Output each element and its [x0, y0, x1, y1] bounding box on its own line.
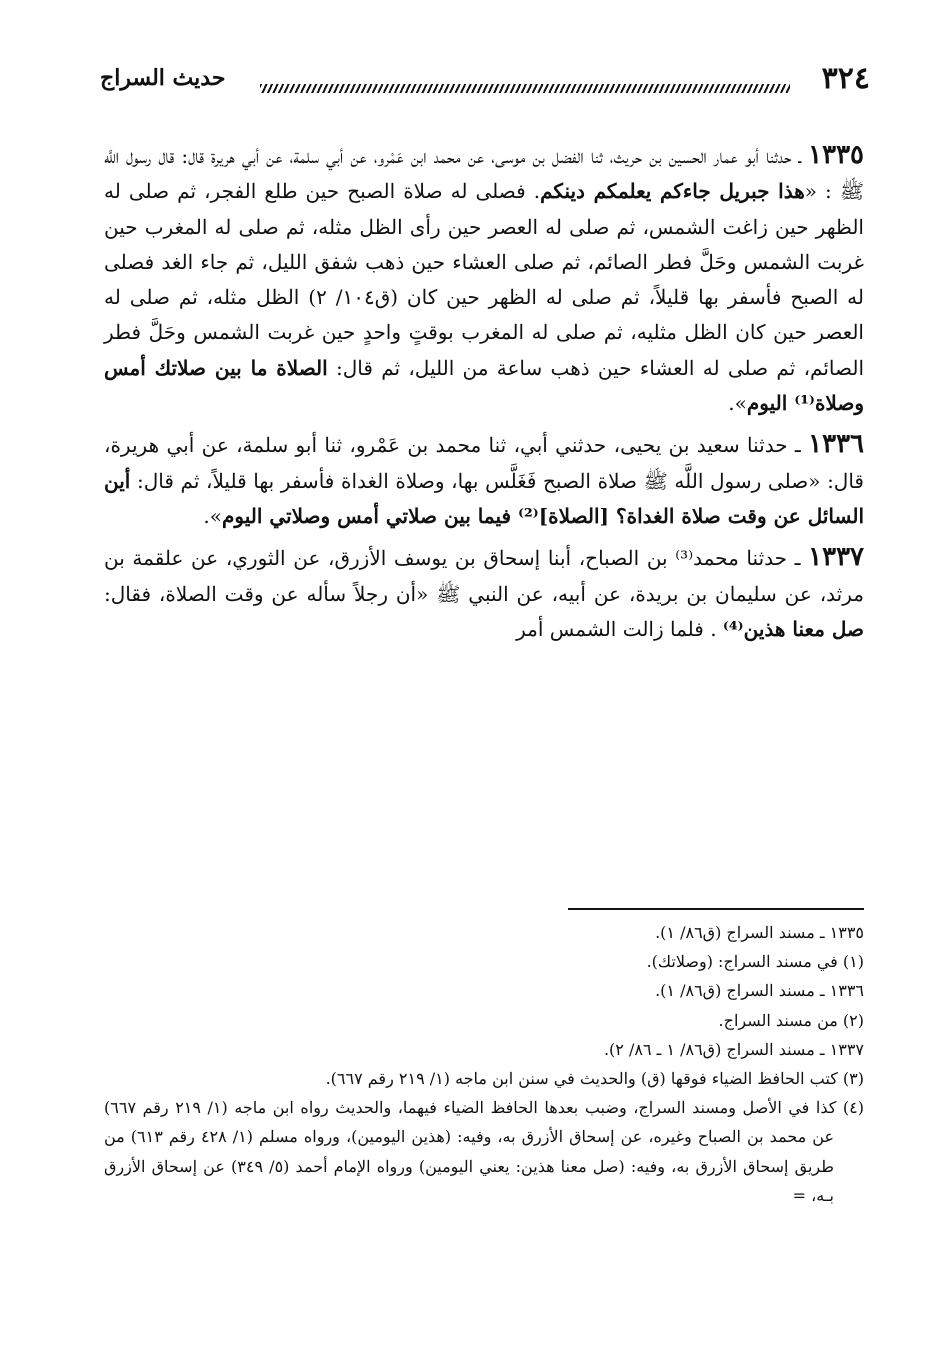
- page-header: [100, 58, 870, 98]
- hadith-text: ـ حدثنا محمد⁽³⁾ بن الصباح، أبنا إسحاق بن يوسف الأزرق، عن الثوري، عن علقمة بن مرثد، عن سليمان بن بريدة، عن أبيه، عن النبي ﷺ «أن رجلاً سأله عن وقت الصلاة، فقال:: [104, 546, 864, 606]
- footnote: (٤) كذا في الأصل ومسند السراج، وضبب بعدها الحافظ الضياء فيهما، والحديث رواه ابن ماجه (١/ ٢١٩ رقم ٦٦٧) عن محمد بن الصباح وغيره، عن إسحاق الأزرق به، وفيه: (هذين اليومين)، ورواه مسلم (١/ ٤٢٨ رقم ٦١٣) من طريق إسحاق الأزرق به، وفيه: (صل معنا هذين: يعني اليومين) ورواه الإمام أحمد (٥/ ٣٤٩) عن إسحاق الأزرق بـه، =: [104, 1098, 864, 1205]
- hadith-text: ـ حدثنا سعيد بن يحيى، حدثني أبي، ثنا محمد بن عَمْرو، ثنا أبو سلمة، عن أبي هريرة، قال: «صلى رسول اللَّه ﷺ صلاة الصبح فَغَلَّس بها، وصلاة الغداة فأسفر بها قليلاً، ثم قال:: [104, 433, 864, 493]
- hadith-1335: [104, 138, 864, 421]
- footnote: ١٣٣٥ ـ مسند السراج (ق٨٦/ ١).: [655, 923, 864, 942]
- hadith-1337: [104, 540, 864, 647]
- footnote-separator: [568, 908, 864, 910]
- footnote: (٢) من مسند السراج.: [718, 1010, 864, 1030]
- footnote: (١) في مسند السراج: (وصلاتك).: [646, 952, 864, 972]
- hadith-1336: [104, 427, 864, 534]
- footnotes: [104, 918, 864, 1210]
- hadith-text: ـ حدثنا أبو عمار الحسين بن حريث، ثنا الفضل بن موسى، عن محمد ابن عَمْرو، عن أبي سلمة، عن أبي هريرة قال: قال رسول اللَّه ﷺ : «: [104, 144, 864, 204]
- hadith-text: . فصلى له صلاة الصبح حين طلع الفجر، ثم صلى له الظهر حين زاغت الشمس، ثم صلى له العصر حين رأى الظل مثله، ثم صلى له المغرب حين غربت الشمس وحَلَّ فطر الصائم، ثم صلى العشاء حين ذهب شفق الليل، ثم جاء الغد فصلى له الصبح فأسفر بها قليلاً، ثم صلى له الظهر حين كان (ق١٠٤/ ٢) الظل مثله، ثم صلى له العصر حين كان الظل مثليه، ثم صلى له المغرب بوقتٍ واحدٍ حين غربت الشمس وحَلَّ فطر الصائم، ثم صلى له العشاء حين ذهب ساعة من الليل، ثم قال:: [104, 179, 864, 380]
- hadith-text: . فلما زالت الشمس أمر: [516, 616, 723, 641]
- hadith-quote: هذا جبريل جاءكم يعلمكم دينكم: [540, 179, 805, 204]
- hadith-number: ١٣٣٥: [808, 140, 864, 170]
- page-number: ٣٢٤: [821, 61, 870, 96]
- hadith-text: ».: [728, 391, 747, 416]
- hadith-quote: صل معنا هذين⁽⁴⁾: [722, 616, 864, 641]
- hadith-number: ١٣٣٧: [808, 542, 864, 573]
- main-text: [104, 138, 864, 653]
- hadith-number: ١٣٣٦: [808, 429, 864, 460]
- footnote: ١٣٣٧ ـ مسند السراج (ق٨٦/ ١ ـ ٨٦/ ٢).: [603, 1039, 864, 1059]
- hadith-quote: أين السائل عن وقت صلاة الغداة؟ [الصلاة]⁽²⁾ فيما بين صلاتي أمس وصلاتي اليوم: [104, 468, 864, 528]
- book-title: حديث السراج: [100, 65, 226, 91]
- hadith-quote: الصلاة ما بين صلاتك أمس وصلاة⁽¹⁾ اليوم: [104, 355, 864, 416]
- hadith-text: ».: [203, 503, 223, 528]
- footnote: (٣) كتب الحافظ الضياء فوقها (ق) والحديث في سنن ابن ماجه (١/ ٢١٩ رقم ٦٦٧).: [325, 1069, 864, 1089]
- header-rule: [260, 84, 790, 93]
- footnote: ١٣٣٦ ـ مسند السراج (ق٨٦/ ١).: [655, 981, 864, 1001]
